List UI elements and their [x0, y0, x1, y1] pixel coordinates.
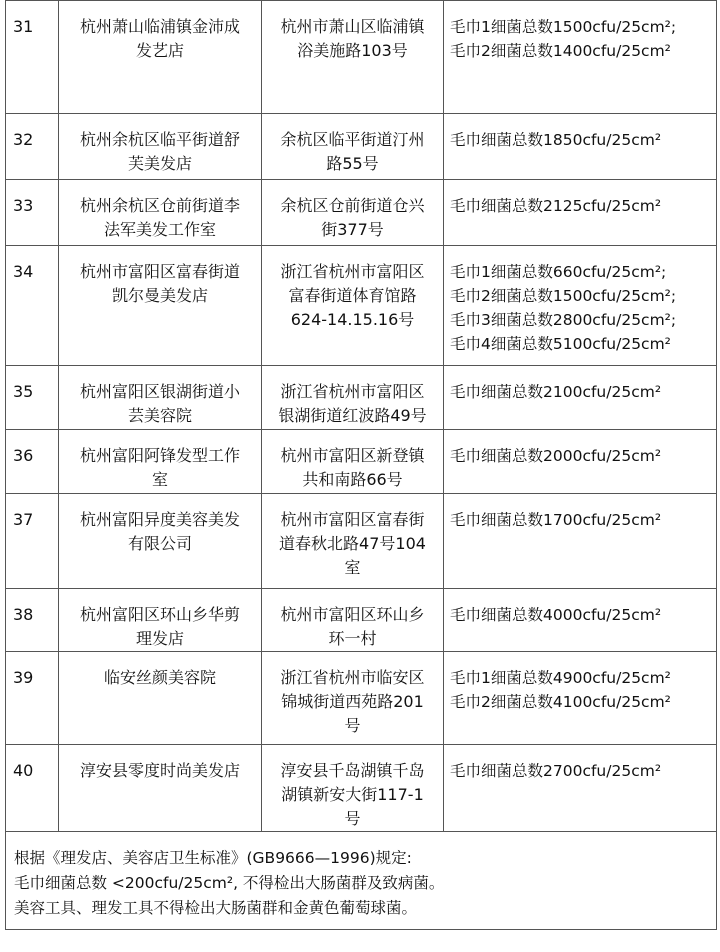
shop-name: [59, 494, 262, 589]
shop-address-line: 浙江省杭州市富阳区: [280, 262, 425, 281]
row-number: 34: [6, 246, 59, 366]
shop-address-line: 余杭区仓前街道仓兴: [280, 196, 425, 215]
test-result-line: 毛巾1细菌总数660cfu/25cm²;: [450, 263, 667, 281]
shop-address-line: 富春街道体育馆路: [288, 286, 417, 305]
table-row: [6, 180, 717, 246]
shop-name-line: 室: [151, 470, 168, 489]
table-body: [6, 1, 717, 832]
note-line-standard: 根据《理发店、美容店卫生标准》(GB9666—1996)规定:: [14, 849, 412, 867]
test-result: [444, 745, 717, 832]
table-row: [6, 246, 717, 366]
table-row: [6, 589, 717, 652]
row-number: 32: [6, 114, 59, 180]
standard-note: [6, 832, 717, 930]
test-result: [444, 430, 717, 494]
shop-address-line: 号: [344, 716, 361, 735]
test-result: [444, 494, 717, 589]
shop-name-line: 理发店: [135, 629, 184, 648]
row-number: 40: [6, 745, 59, 832]
shop-address-line: 杭州市富阳区富春街: [280, 510, 425, 529]
shop-address: [262, 1, 444, 114]
shop-address: [262, 589, 444, 652]
shop-name: [59, 246, 262, 366]
test-result-line: 毛巾细菌总数2125cfu/25cm²: [450, 197, 662, 215]
shop-address-line: 624-14.15.16号: [290, 310, 415, 329]
shop-name: [59, 366, 262, 430]
shop-address-line: 锦城街道西苑路201: [281, 692, 424, 711]
shop-address: [262, 430, 444, 494]
test-result-line: 毛巾细菌总数1700cfu/25cm²: [450, 511, 662, 529]
shop-address-line: 湖镇新安大街117-1: [281, 785, 424, 804]
note-line-tools: 美容工具、理发工具不得检出大肠菌群和金黄色葡萄球菌。: [14, 899, 418, 917]
shop-address-line: 浙江省杭州市临安区: [280, 668, 425, 687]
shop-address-line: 银湖街道红波路49号: [278, 406, 427, 425]
test-result-line: 毛巾细菌总数2100cfu/25cm²: [450, 383, 662, 401]
shop-address-line: 杭州市萧山区临浦镇: [280, 17, 425, 36]
shop-address: [262, 745, 444, 832]
shop-name: [59, 430, 262, 494]
row-number: 39: [6, 652, 59, 745]
shop-address: [262, 114, 444, 180]
shop-name-line: 凯尔曼美发店: [111, 286, 208, 305]
note-line-towel-limit: 毛巾细菌总数 <200cfu/25cm², 不得检出大肠菌群及致病菌。: [14, 874, 445, 892]
shop-name-line: 杭州萧山临浦镇金沛成: [79, 17, 240, 36]
test-result-line: 毛巾1细菌总数1500cfu/25cm²;: [450, 18, 677, 36]
shop-name-line: 杭州余杭区仓前街道李: [79, 196, 240, 215]
test-result-line: 毛巾2细菌总数1500cfu/25cm²;: [450, 287, 677, 305]
shop-name-line: 发艺店: [135, 41, 184, 60]
row-number: 35: [6, 366, 59, 430]
test-result: [444, 114, 717, 180]
shop-name: [59, 114, 262, 180]
shop-name-line: 杭州富阳阿锋发型工作: [79, 446, 240, 465]
shop-address: [262, 246, 444, 366]
shop-name-line: 芸美容院: [127, 406, 192, 425]
table-row: [6, 745, 717, 832]
shop-address-line: 道春秋北路47号104: [279, 534, 426, 553]
table-row: [6, 366, 717, 430]
shop-address-line: 街377号: [321, 220, 384, 239]
test-result-line: 毛巾2细菌总数4100cfu/25cm²: [450, 693, 671, 711]
inspection-results-table: [5, 0, 717, 930]
shop-address-line: 余杭区临平街道汀州: [280, 130, 425, 149]
shop-address: [262, 494, 444, 589]
standard-note-row: [6, 832, 717, 930]
shop-address: [262, 366, 444, 430]
table-row: [6, 430, 717, 494]
test-result-line: 毛巾细菌总数1850cfu/25cm²: [450, 131, 662, 149]
test-result-line: 毛巾2细菌总数1400cfu/25cm²: [450, 42, 671, 60]
table-row: [6, 114, 717, 180]
test-result: [444, 366, 717, 430]
shop-name: [59, 745, 262, 832]
shop-address-line: 室: [344, 558, 361, 577]
table-row: [6, 494, 717, 589]
test-result: [444, 246, 717, 366]
shop-address-line: 浴美施路103号: [297, 41, 408, 60]
shop-name-line: 淳安县零度时尚美发店: [79, 761, 240, 780]
shop-name-line: 芙美发店: [127, 154, 192, 173]
shop-address-line: 杭州市富阳区环山乡: [280, 605, 425, 624]
test-result-line: 毛巾细菌总数4000cfu/25cm²: [450, 606, 662, 624]
shop-name: [59, 589, 262, 652]
shop-name: [59, 652, 262, 745]
row-number: 36: [6, 430, 59, 494]
shop-address-line: 号: [344, 809, 361, 828]
shop-name-line: 杭州富阳区银湖街道小: [79, 382, 240, 401]
test-result: [444, 652, 717, 745]
shop-address-line: 杭州市富阳区新登镇: [280, 446, 425, 465]
row-number: 38: [6, 589, 59, 652]
shop-name: [59, 1, 262, 114]
shop-name-line: 杭州富阳异度美容美发: [79, 510, 240, 529]
row-number: 33: [6, 180, 59, 246]
shop-address: [262, 180, 444, 246]
test-result-line: 毛巾4细菌总数5100cfu/25cm²: [450, 335, 671, 353]
shop-address-line: 浙江省杭州市富阳区: [280, 382, 425, 401]
row-number: 31: [6, 1, 59, 114]
shop-address-line: 路55号: [326, 154, 379, 173]
shop-name-line: 杭州富阳区环山乡华剪: [79, 605, 240, 624]
shop-address-line: 淳安县千岛湖镇千岛: [280, 761, 425, 780]
table-row: [6, 652, 717, 745]
row-number: 37: [6, 494, 59, 589]
test-result: [444, 1, 717, 114]
shop-name-line: 杭州余杭区临平街道舒: [79, 130, 240, 149]
shop-name-line: 法军美发工作室: [103, 220, 216, 239]
test-result: [444, 180, 717, 246]
shop-name-line: 杭州市富阳区富春街道: [79, 262, 240, 281]
shop-name: [59, 180, 262, 246]
shop-address: [262, 652, 444, 745]
test-result: [444, 589, 717, 652]
shop-address-line: 共和南路66号: [302, 470, 403, 489]
test-result-line: 毛巾3细菌总数2800cfu/25cm²;: [450, 311, 677, 329]
shop-address-line: 环一村: [328, 629, 377, 648]
test-result-line: 毛巾1细菌总数4900cfu/25cm²: [450, 669, 671, 687]
test-result-line: 毛巾细菌总数2000cfu/25cm²: [450, 447, 662, 465]
test-result-line: 毛巾细菌总数2700cfu/25cm²: [450, 762, 662, 780]
table-row: [6, 1, 717, 114]
shop-name-line: 有限公司: [127, 534, 192, 553]
shop-name-line: 临安丝颜美容院: [103, 668, 216, 687]
